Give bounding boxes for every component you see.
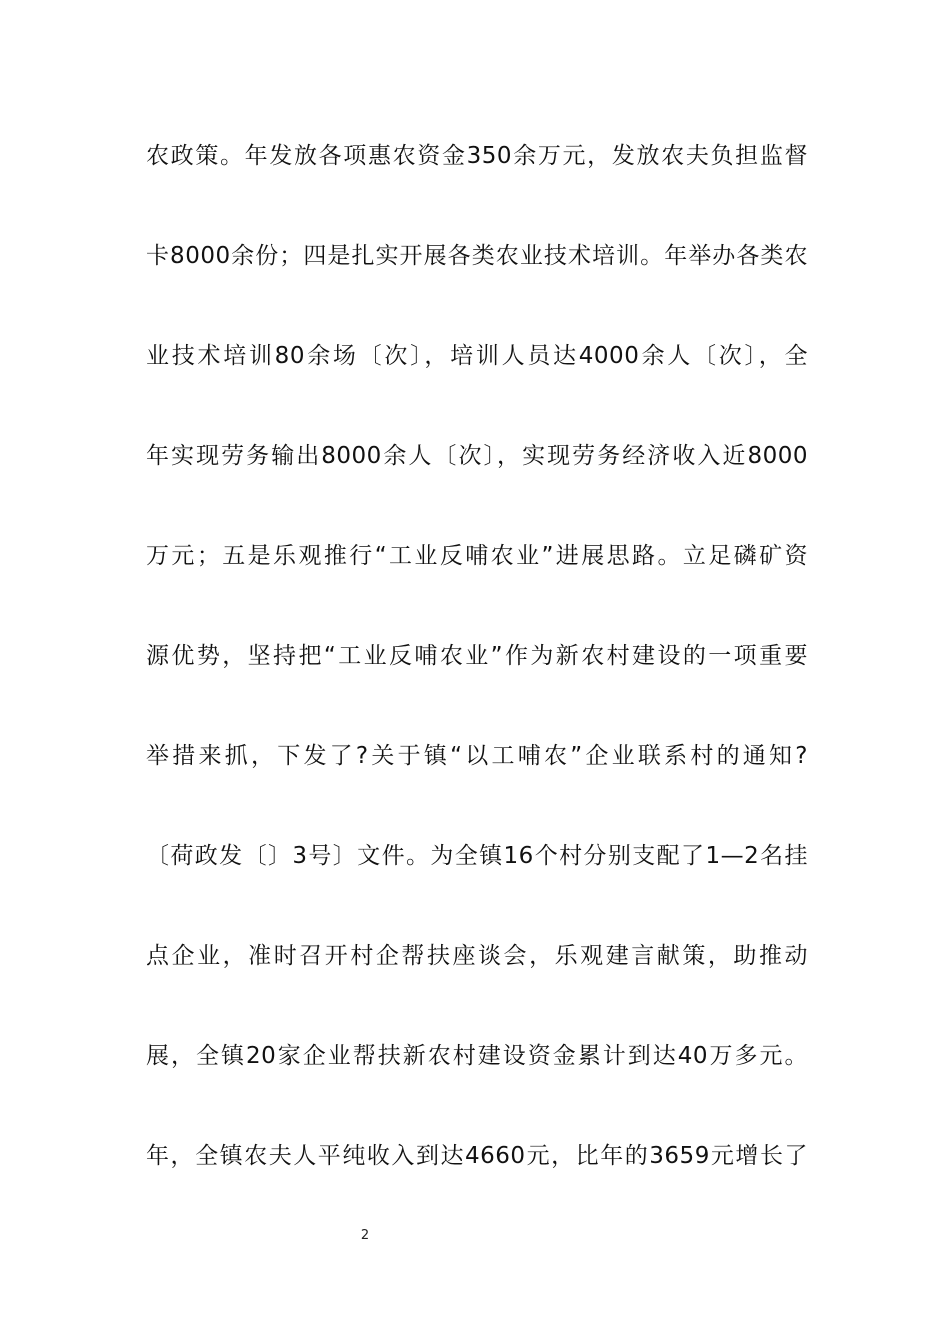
text-line: 年，全镇农夫人平纯收入到达4660元，比年的3659元增长了 [146, 1143, 808, 1169]
text-line: 源优势，坚持把“工业反哺农业”作为新农村建设的一项重要 [146, 643, 808, 669]
text-line: 〔荷政发〔〕3号〕文件。为全镇16个村分别支配了1—2名挂 [146, 843, 808, 869]
text-line: 展，全镇20家企业帮扶新农村建设资金累计到达40万多元。 [146, 1043, 808, 1069]
text-line: 业技术培训80余场〔次〕，培训人员达4000余人〔次〕，全 [146, 343, 808, 369]
text-line: 举措来抓，下发了?关于镇“以工哺农”企业联系村的通知? [146, 743, 808, 769]
body-text [146, 130, 808, 1230]
text-line: 卡8000余份；四是扎实开展各类农业技术培训。年举办各类农 [146, 243, 808, 269]
text-line: 万元；五是乐观推行“工业反哺农业”进展思路。立足磷矿资 [146, 543, 808, 569]
text-line: 点企业，准时召开村企帮扶座谈会，乐观建言献策，助推动 [146, 943, 808, 969]
page-number: 2 [360, 1228, 370, 1243]
text-line: 年实现劳务输出8000余人〔次〕，实现劳务经济收入近8000 [146, 443, 808, 469]
text-line: 农政策。年发放各项惠农资金350余万元，发放农夫负担监督 [146, 143, 808, 169]
